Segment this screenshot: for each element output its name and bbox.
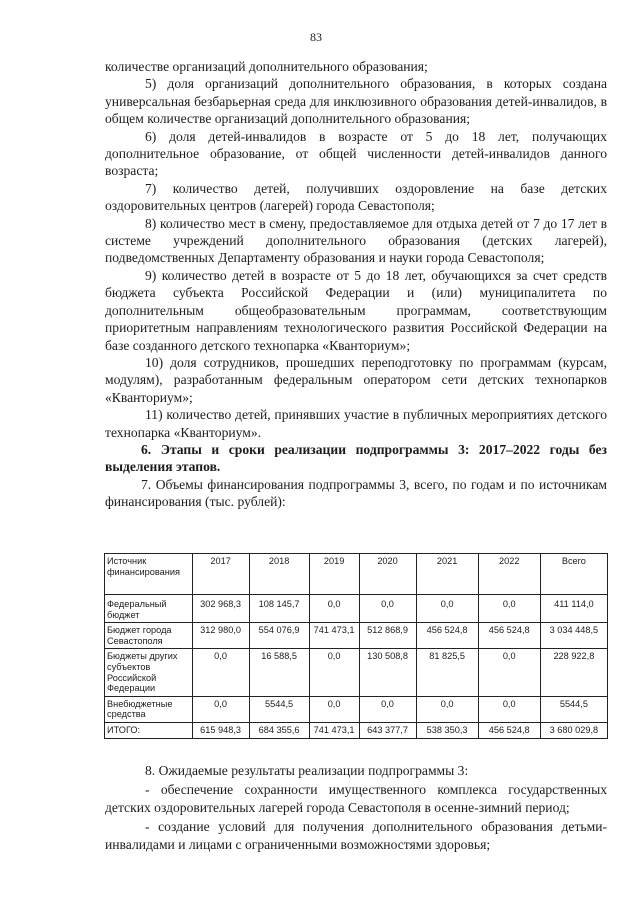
table-cell: 741 473,1 [309,722,359,738]
indicator-item-10: 10) доля сотрудников, прошедших переподготовку по программам (курсам, модулям), разработанным федеральным оператором сети детских технопарков «Кванториум»; [105,354,607,405]
indicator-item-6: 6) доля детей-инвалидов в возрасте от 5 до 18 лет, получающих дополнительное образование, от общей численности детей-инвалидов данного возраста; [105,128,607,179]
indicator-item-9: 9) количество детей в возрасте от 5 до 18 лет, обучающихся за счет средств бюджета субъекта Российской Федерации и (или) муниципалитета по дополнительным общеобразовательным программам, соответствующим приоритетным направлениям технологического развития Российской Федерации на базе созданного детского технопарка «Кванториум»; [105,267,607,353]
table-cell: 3 034 448,5 [540,623,607,649]
row-label: Внебюджетные средства [105,696,193,722]
table-cell: 0,0 [359,595,416,623]
page-number: 83 [310,30,322,44]
table-cell: 16 588,5 [249,649,309,696]
table-cell: 81 825,5 [416,649,478,696]
expected-results [105,762,607,855]
table-cell: 554 076,9 [249,623,309,649]
table-cell: 0,0 [416,595,478,623]
table-cell: 684 355,6 [249,722,309,738]
table-cell: 108 145,7 [249,595,309,623]
header-2022: 2022 [478,554,540,595]
table-cell: 456 524,8 [478,623,540,649]
section-stages: 6. Этапы и сроки реализации подпрограммы 3: 2017–2022 годы без выделения этапов. [105,441,607,475]
table-cell: 5544,5 [540,696,607,722]
table-cell: 538 350,3 [416,722,478,738]
table-cell: 0,0 [192,696,249,722]
table-cell: 0,0 [309,649,359,696]
indicator-item-11: 11) количество детей, принявших участие в публичных мероприятиях детского технопарка «Кванториум». [105,407,607,440]
table-cell: 0,0 [478,696,540,722]
table-cell: 411 114,0 [540,595,607,623]
table-cell: 456 524,8 [416,623,478,649]
result-item: - создание условий для получения дополнительного образования детьми-инвалидами и лицами с ограниченными возможностями здоровья; [105,818,607,853]
table-row-total [105,722,608,738]
indicator-item-8: 8) количество мест в смену, предоставляемое для отдыха детей от 7 до 17 лет в системе учреждений дополнительного образования (детских лагерей), подведомственных Департаменту образования и науки города Севастополя; [105,215,607,266]
header-total: Всего [540,554,607,595]
table-cell: 5544,5 [249,696,309,722]
table-cell: 0,0 [192,649,249,696]
table-cell: 3 680 029,8 [540,722,607,738]
table-header-row [105,554,608,595]
indicator-item-7: 7) количество детей, получивших оздоровление на базе детских оздоровительных центров (лагерей) города Севастополя; [105,180,607,214]
table-cell: 228 922,8 [540,649,607,696]
header-2017: 2017 [192,554,249,595]
table-cell: 0,0 [416,696,478,722]
row-label: Бюджет города Севастополя [105,623,193,649]
table-cell: 512 868,9 [359,623,416,649]
funding-table [104,553,608,739]
result-item: - обеспечение сохранности имущественного комплекса государственных детских оздоровительных лагерей города Севастополя в осенне-зимний период; [105,781,607,816]
table-cell: 456 524,8 [478,722,540,738]
table-row [105,595,608,623]
header-2021: 2021 [416,554,478,595]
table-row [105,649,608,696]
header-2019: 2019 [309,554,359,595]
table-cell: 0,0 [309,595,359,623]
row-label: Федеральный бюджет [105,595,193,623]
table-cell: 741 473,1 [309,623,359,649]
table-cell: 615 948,3 [192,722,249,738]
header-2020: 2020 [359,554,416,595]
row-label: ИТОГО: [105,722,193,738]
section-funding: 7. Объемы финансирования подпрограммы 3, всего, по годам и по источникам финансирования (тыс. рублей): [105,476,607,510]
paragraph: количестве организаций дополнительного образования; [105,59,428,74]
header-source: Источник финансирования [105,554,193,595]
table-cell: 0,0 [309,696,359,722]
table-cell: 130 508,8 [359,649,416,696]
header-2018: 2018 [249,554,309,595]
indicator-item-5: 5) доля организаций дополнительного образования, в которых создана универсальная безбарьерная среда для инклюзивного образования детей-инвалидов, в общем количестве организаций дополнительного образования; [105,76,607,127]
table-row [105,623,608,649]
table-cell: 302 968,3 [192,595,249,623]
table-cell: 312 980,0 [192,623,249,649]
subprogram-text [105,58,607,511]
results-heading: 8. Ожидаемые результаты реализации подпрограммы 3: [145,763,469,778]
table-cell: 643 377,7 [359,722,416,738]
row-label: Бюджеты других субъектов Российской Федерации [105,649,193,696]
table-cell: 0,0 [359,696,416,722]
table-row [105,696,608,722]
table-cell: 0,0 [478,649,540,696]
table-cell: 0,0 [478,595,540,623]
